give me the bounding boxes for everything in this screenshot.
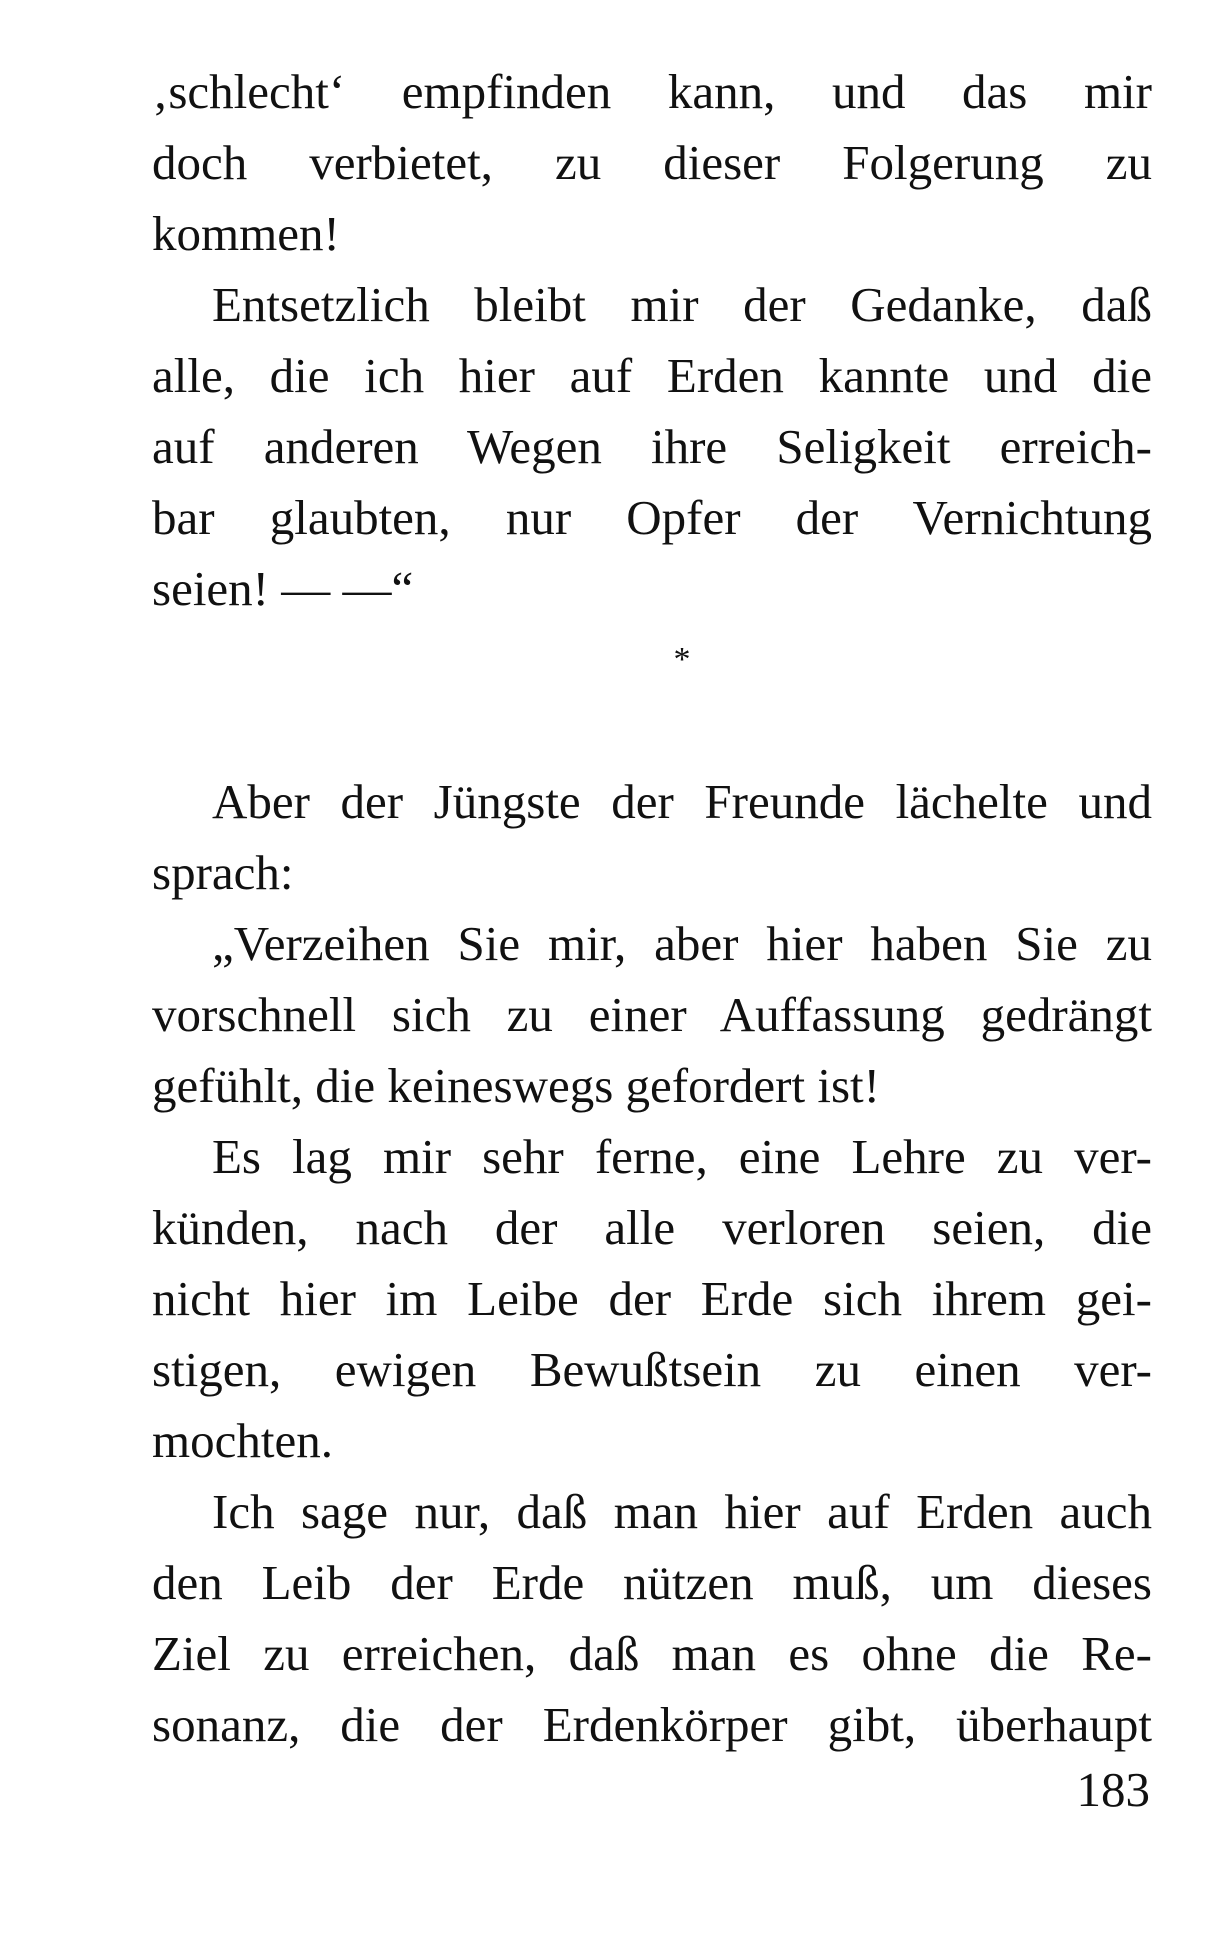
text-line: alle, die ich hier auf Erden kannte und die xyxy=(152,348,1152,403)
text-line: den Leib der Erde nützen muß, um dieses xyxy=(152,1555,1152,1610)
section-spacer xyxy=(152,695,1152,766)
text-line: vorschnell sich zu einer Auffassung gedrängt xyxy=(152,987,1152,1042)
text-line: sprach: xyxy=(152,845,294,900)
text-line: gefühlt, die keineswegs gefordert ist! xyxy=(152,1058,880,1113)
text-line: ‚schlecht‘ empfinden kann, und das mir xyxy=(152,64,1152,119)
text-line: kommen! xyxy=(152,206,340,261)
text-line: „Verzeihen Sie mir, aber hier haben Sie zu xyxy=(212,916,1152,971)
text-line: bar glaubten, nur Opfer der Vernichtung xyxy=(152,490,1152,545)
text-line: Entsetzlich bleibt mir der Gedanke, daß xyxy=(212,277,1152,332)
text-line: stigen, ewigen Bewußtsein zu einen ver- xyxy=(152,1342,1152,1397)
page-number: 183 xyxy=(1076,1762,1150,1817)
text-line: auf anderen Wegen ihre Seligkeit erreich- xyxy=(152,419,1152,474)
section-asterisk: * xyxy=(673,641,691,678)
text-line: sonanz, die der Erdenkörper gibt, überhaupt xyxy=(152,1697,1152,1752)
text-line: künden, nach der alle verloren seien, die xyxy=(152,1200,1152,1255)
text-line: mochten. xyxy=(152,1413,333,1468)
text-line: seien! — —“ xyxy=(152,561,414,616)
text-line: Aber der Jüngste der Freunde lächelte und xyxy=(212,774,1152,829)
body-text xyxy=(152,56,1152,1760)
text-line: Ich sage nur, daß man hier auf Erden auch xyxy=(212,1484,1152,1539)
text-line: Es lag mir sehr ferne, eine Lehre zu ver- xyxy=(212,1129,1152,1184)
text-line: doch verbietet, zu dieser Folgerung zu xyxy=(152,135,1152,190)
text-line: nicht hier im Leibe der Erde sich ihrem gei- xyxy=(152,1271,1152,1326)
text-line: Ziel zu erreichen, daß man es ohne die Re- xyxy=(152,1626,1152,1681)
